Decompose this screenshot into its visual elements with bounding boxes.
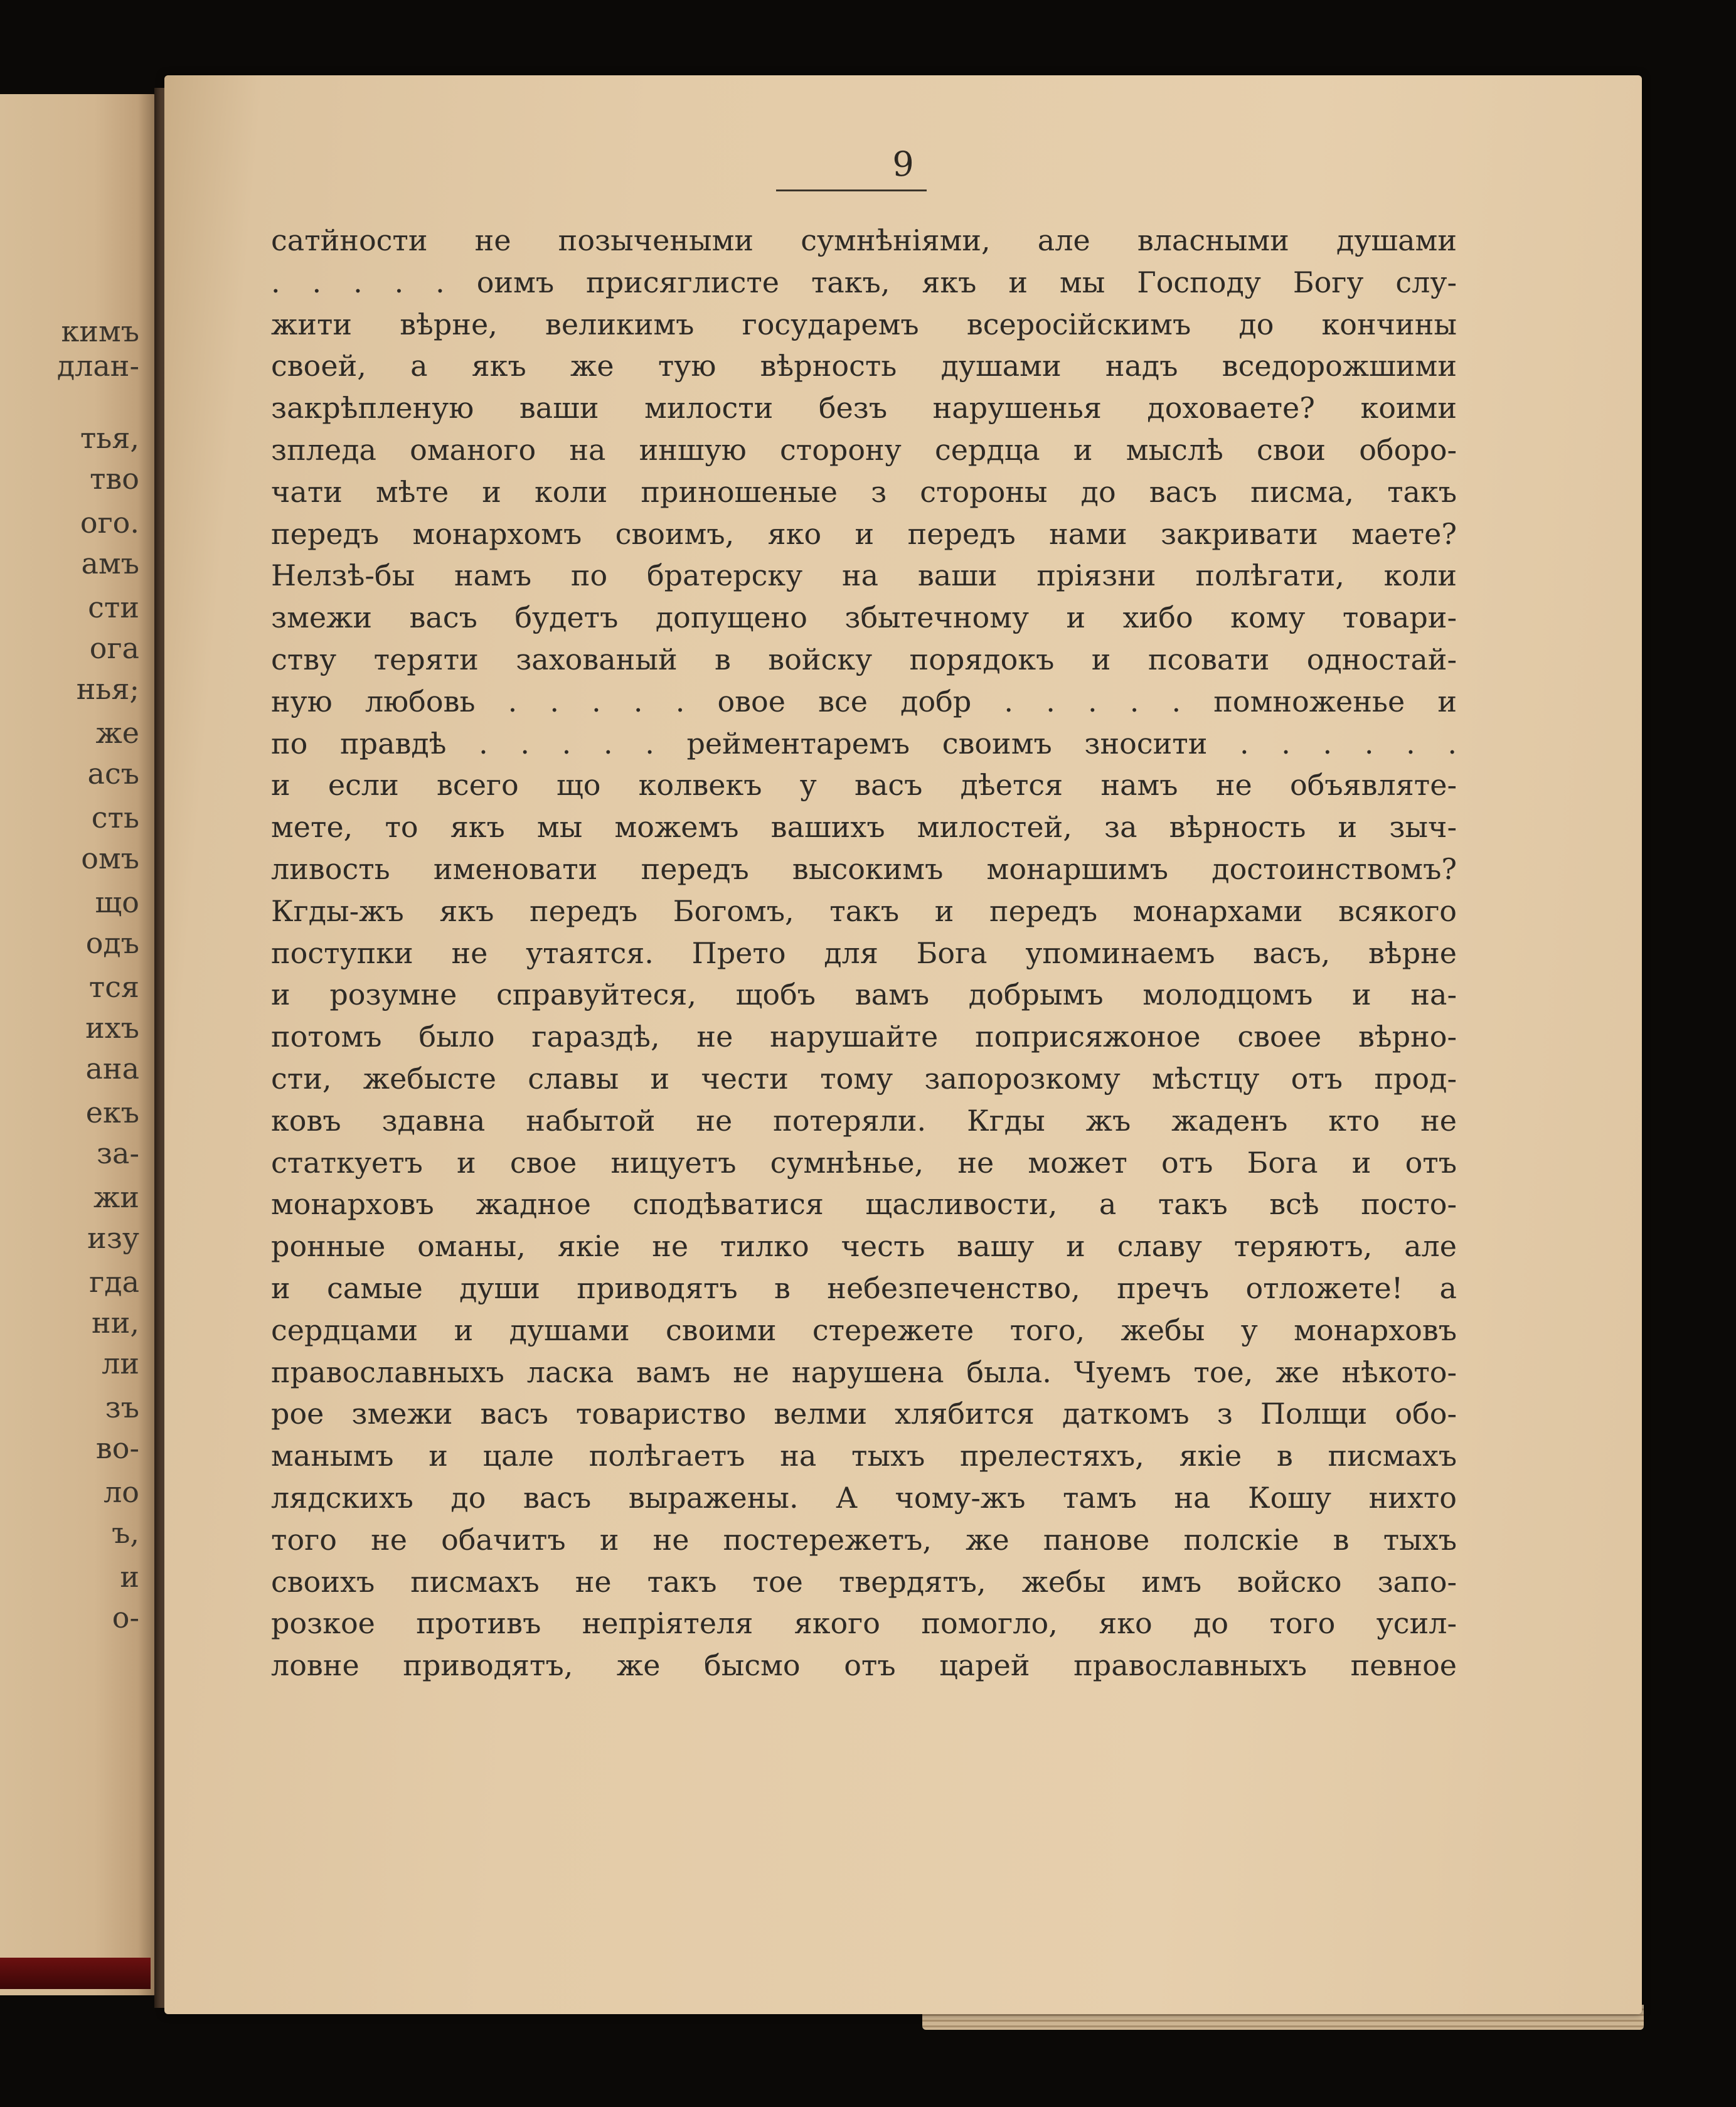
previous-page bbox=[0, 94, 157, 1995]
text-line: того не обачитъ и не постережетъ, же панове полскіе в тыхъ bbox=[271, 1522, 1457, 1557]
text-line: ронные оманы, якіе не тилко честь вашу и славу теряютъ, але bbox=[271, 1229, 1457, 1264]
page-number-rule bbox=[776, 189, 927, 191]
left-fragment: ана bbox=[85, 1052, 139, 1086]
text-line: ковъ здавна набытой не потеряли. Кгды жъ жаденъ кто не bbox=[271, 1103, 1457, 1138]
left-fragment: ло bbox=[104, 1475, 139, 1509]
left-fragment: же bbox=[95, 716, 139, 750]
text-line: ную любовь . . . . . овое все добр . . . . . помноженье и bbox=[271, 684, 1457, 718]
text-line: Кгды-жъ якъ передъ Богомъ, такъ и передъ монархами всякого bbox=[271, 893, 1457, 928]
left-fragment: за- bbox=[96, 1136, 139, 1170]
left-fragment: ни, bbox=[92, 1306, 139, 1340]
left-fragment: омъ bbox=[81, 841, 139, 875]
left-fragment: ога bbox=[89, 631, 139, 665]
text-line: розкое противъ непріятеля якого помогло, яко до того усил- bbox=[271, 1606, 1457, 1641]
left-fragment: изу bbox=[87, 1221, 139, 1255]
text-line: жити вѣрне, великимъ государемъ всеросійскимъ до кончины bbox=[271, 307, 1457, 341]
left-fragment: асъ bbox=[87, 757, 139, 791]
left-fragment: ли bbox=[102, 1347, 139, 1380]
book-page bbox=[164, 75, 1642, 2014]
text-line: зпледа оманого на иншую сторону сердца и мыслѣ свои оборо- bbox=[271, 432, 1457, 467]
text-line: рое змежи васъ товариство велми хлябится даткомъ з Полщи обо- bbox=[271, 1397, 1457, 1431]
text-line: своихъ писмахъ не такъ тое твердятъ, жебы имъ войско запо- bbox=[271, 1564, 1457, 1599]
left-fragment: тся bbox=[88, 970, 139, 1004]
left-fragment: сти bbox=[88, 590, 139, 624]
text-line: закрѣпленую ваши милости безъ нарушенья доховаете? коими bbox=[271, 391, 1457, 425]
text-line: и розумне справуйтеся, щобъ вамъ добрымъ молодцомъ и на- bbox=[271, 978, 1457, 1012]
page-number: 9 bbox=[892, 144, 914, 184]
text-line: змежи васъ будетъ допущено збытечному и хибо кому товари- bbox=[271, 600, 1457, 635]
left-fragment: о- bbox=[112, 1601, 139, 1635]
text-line: передъ монархомъ своимъ, яко и передъ нами закривати маете? bbox=[271, 516, 1457, 551]
text-line: статкуетъ и свое ницуетъ сумнѣнье, не может отъ Бога и отъ bbox=[271, 1145, 1457, 1180]
left-fragment: жи bbox=[93, 1180, 139, 1214]
text-line: сатйности не позычеными сумнѣніями, але власными душами bbox=[271, 223, 1457, 257]
left-fragment: гда bbox=[89, 1265, 139, 1299]
left-fragment: ихъ bbox=[85, 1011, 139, 1045]
left-fragment: амъ bbox=[81, 547, 139, 580]
left-fragment: екъ bbox=[85, 1096, 139, 1129]
text-line: . . . . . оимъ присяглисте такъ, якъ и мы Господу Богу слу- bbox=[271, 265, 1457, 299]
text-line: ству теряти захованый в войску порядокъ и псовати одностай- bbox=[271, 642, 1457, 676]
text-line: православныхъ ласка вамъ не нарушена была. Чуемъ тое, же нѣкото- bbox=[271, 1355, 1457, 1389]
text-line: ливость именовати передъ высокимъ монаршимъ достоинствомъ? bbox=[271, 851, 1457, 886]
left-fragment: ъ, bbox=[112, 1516, 139, 1550]
text-line: чати мѣте и коли приношеные з стороны до васъ писма, такъ bbox=[271, 474, 1457, 509]
left-fragment: тво bbox=[89, 462, 139, 496]
text-line: и если всего що колвекъ у васъ дѣется намъ не объявляте- bbox=[271, 768, 1457, 803]
left-fragment: сть bbox=[91, 801, 139, 835]
text-line: поступки не утаятся. Прето для Бога упоминаемъ васъ, вѣрне bbox=[271, 936, 1457, 970]
text-line: ловне приводятъ, же бысмо отъ царей православныхъ певное bbox=[271, 1648, 1457, 1683]
left-fragment: щo bbox=[95, 885, 139, 919]
page-body-text bbox=[271, 220, 1457, 1687]
left-fragment: длан- bbox=[56, 349, 139, 383]
text-line: мете, то якъ мы можемъ вашихъ милостей, за вѣрность и зыч- bbox=[271, 810, 1457, 845]
text-line: своей, а якъ же тую вѣрность душами надъ вседорожшими bbox=[271, 349, 1457, 383]
text-line: по правдѣ . . . . . рейментаремъ своимъ зносити . . . . . . bbox=[271, 726, 1457, 760]
left-fragment: одъ bbox=[85, 926, 139, 960]
left-fragment: кимъ bbox=[61, 314, 139, 348]
text-line: манымъ и цале полѣгаетъ на тыхъ прелестяхъ, якіе в писмахъ bbox=[271, 1439, 1457, 1473]
text-line: монарховъ жадное сподѣватися щасливости, а такъ всѣ посто- bbox=[271, 1187, 1457, 1222]
left-fragment: и bbox=[120, 1560, 139, 1594]
left-fragment: тья, bbox=[80, 421, 139, 455]
book-cover-edge bbox=[0, 1958, 151, 1989]
text-line: сердцами и душами своими стережете того, жебы у монарховъ bbox=[271, 1313, 1457, 1347]
left-fragment: ого. bbox=[80, 506, 139, 540]
text-line: и самые души приводятъ в небезпеченство, пречъ отложете! а bbox=[271, 1271, 1457, 1305]
left-fragment: нья; bbox=[76, 672, 139, 706]
text-line: Нелзѣ-бы намъ по братерску на ваши пріязни полѣгати, коли bbox=[271, 558, 1457, 593]
left-fragment: во- bbox=[95, 1431, 139, 1465]
text-line: лядскихъ до васъ выражены. А чому-жъ тамъ на Кошу нихто bbox=[271, 1480, 1457, 1515]
left-fragment: зъ bbox=[105, 1390, 139, 1424]
text-line: сти, жебысте славы и чести тому запорозкому мѣстцу отъ прод- bbox=[271, 1061, 1457, 1096]
text-line: потомъ было гараздѣ, не нарушайте поприсяжоное своее вѣрно- bbox=[271, 1020, 1457, 1054]
